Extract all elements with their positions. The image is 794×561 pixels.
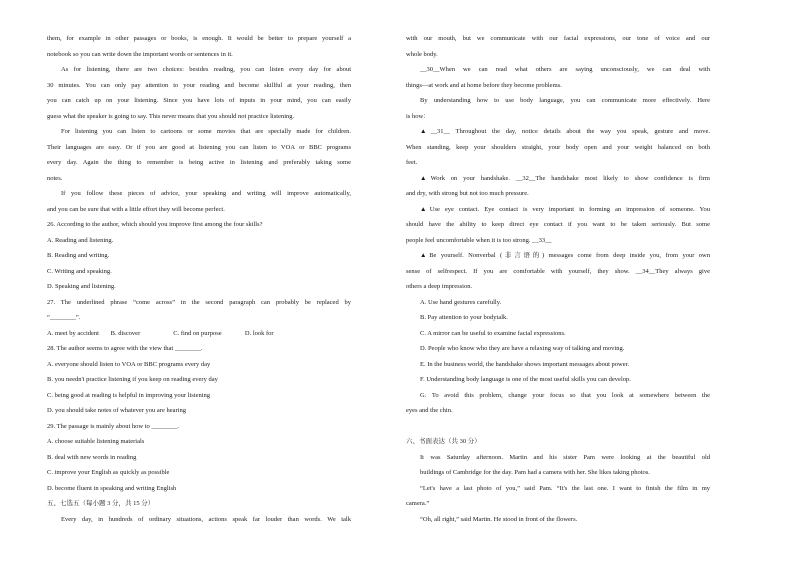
passage-line: When standing, keep your shoulders straight, your body open and your weight balanced on both <box>406 143 710 151</box>
passage-line: things—at work and at home before they become problems. <box>406 81 562 89</box>
option-line: C. A mirror can be useful to examine facial expressions. <box>420 329 566 337</box>
question-28: 28. The author seems to agree with the view that ________. <box>47 345 203 352</box>
option-line: B. Reading and writing. <box>47 252 110 259</box>
passage-line: others a deep impression. <box>406 283 473 290</box>
passage-line: you can catch up on your listening. Since you have lots of inputs in your mind, you can easily <box>47 97 351 104</box>
section-heading-6: 六、书面表达（共 30 分） <box>406 438 481 445</box>
option-line: B. deal with new words in reading <box>47 453 137 461</box>
option-line: E. In the business world, the handshake shows important messages about power. <box>420 360 630 368</box>
passage-line: them, for example in other passages or books, is enough. It would be better to prepare yourself a <box>47 35 351 42</box>
passage-line: every day. Again the thing to remember is being active in listening and preferably taking some <box>47 159 351 166</box>
option-line: eyes and the chin. <box>406 407 453 414</box>
passage-line: “Oh, all right,” said Martin. He stood in front of the flowers. <box>420 515 578 523</box>
blank-34-line: sense of selfrespect. If you are comfortable with yourself, they show. __34__They always give <box>406 267 710 275</box>
passage-line: By understanding how to use body language, you can communicate more effectively. Here <box>420 97 710 104</box>
blank-31-line: ▲__31__ Throughout the day, notice details about the way you speak, gesture and move. <box>420 128 710 135</box>
option-line: C. being good at reading is helpful in improving your listening <box>47 391 211 399</box>
passage-line: notebook so you can write down the important words or sentences in it. <box>47 50 233 58</box>
passage-line: whole body. <box>406 50 438 58</box>
option-line: D. become fluent in speaking and writing English <box>47 484 177 492</box>
section-heading-5: 五、七选五（每小题 3 分，共 15 分） <box>47 500 155 507</box>
option-line: B. Pay attention to your bodytalk. <box>420 314 508 321</box>
option-line: C. improve your English as quickly as possible <box>47 469 170 476</box>
question-27: 27. The underlined phrase “come across” in the second paragraph can probably be replaced by <box>47 298 351 306</box>
passage-line: camera.” <box>406 500 430 507</box>
option-b: B. discover <box>110 329 141 337</box>
passage-line: feet. <box>406 159 418 166</box>
option-a: A. meet by accident <box>47 329 99 337</box>
blank-33-line: people feel uncomfortable when it is too strong. __33__ <box>406 236 552 244</box>
option-line: D. Speaking and listening. <box>47 283 116 290</box>
option-line: A. Reading and listening. <box>47 236 114 244</box>
passage-line: should have the ability to keep direct eye contact if you want to be taken seriously. But some <box>406 221 710 228</box>
passage-line: Their languages are easy. Or if you are good at listening you can listen to VOA or BBC programs <box>47 143 351 151</box>
passage-line: and you can be sure that with a little effort they will become perfect. <box>47 205 225 213</box>
option-line: G. To avoid this problem, change your focus so that you look at somewhere between the <box>420 391 710 399</box>
passage-line: is how： <box>406 112 430 120</box>
passage-line: with our mouth, but we communicate with our facial expressions, our tone of voice and our <box>406 35 710 42</box>
blank-30-line: __30__When we can read what others are saying unconsciously, we can deal with <box>420 66 710 73</box>
passage-line: If you follow these pieces of advice, your speaking and writing will improve automatically, <box>61 190 351 197</box>
option-line: B. you needn't practice listening if you keep on reading every day <box>47 376 218 383</box>
blank-32-line: ▲Work on your handshake. __32__The handshake most likely to show confidence is firm <box>420 174 710 182</box>
passage-line: guess what the speaker is going to say. This never means that you should not practice listening. <box>47 112 295 120</box>
passage-line: buildings of Cambridge for the day. Pam had a camera with her. She likes taking photos. <box>420 469 650 476</box>
option-c: C. find on purpose <box>173 329 222 337</box>
option-d: D. look for <box>244 329 274 337</box>
passage-line: It was Saturday afternoon. Martin and his sister Pam were looking at the beautiful old <box>420 453 710 461</box>
question-29: 29. The passage is mainly about how to ________. <box>47 422 180 430</box>
option-line: C. Writing and speaking. <box>47 267 112 275</box>
passage-line: As for listening, there are two choices: besides reading, you can listen every day for about <box>61 66 351 73</box>
passage-line: For listening you can listen to cartoons or some movies that are specially made for children. <box>61 128 351 135</box>
question-26: 26. According to the author, which should you improve first among the four skills? <box>47 221 263 228</box>
passage-line: 30 minutes. You can only pay attention to your reading and become skillful at your reading, then <box>47 81 351 89</box>
option-line: A. Use hand gestures carefully. <box>420 298 502 306</box>
question-27-blank: “________”. <box>47 314 81 321</box>
passage-line: ▲Use eye contact. Eye contact is very important in forming an impression of someone. You <box>420 205 710 213</box>
passage-line: Every day, in hundreds of ordinary situations, actions speak far louder than words. We talk <box>61 515 351 523</box>
option-line: D. People who know who they are have a relaxing way of talking and moving. <box>420 345 625 352</box>
passage-line: “Let's have a last photo of you,” said Pam. “It's the last one. I want to finish the film in my <box>420 484 710 492</box>
passage-line: ▲Be yourself. Nonverbal (非言语的) messages come from deep inside you, from your own <box>420 252 710 259</box>
option-line: D. you should take notes of whatever you are hearing <box>47 407 186 414</box>
passage-line: and dry, with strong but not too much pressure. <box>406 190 529 197</box>
option-line: A. choose suitable listening materials <box>47 438 145 445</box>
q27-options <box>47 326 351 341</box>
option-line: F. Understanding body language is one of the most useful skills you can develop. <box>420 376 631 383</box>
option-line: A. everyone should listen to VOA or BBC programs every day <box>47 360 211 368</box>
passage-line: notes. <box>47 174 63 182</box>
